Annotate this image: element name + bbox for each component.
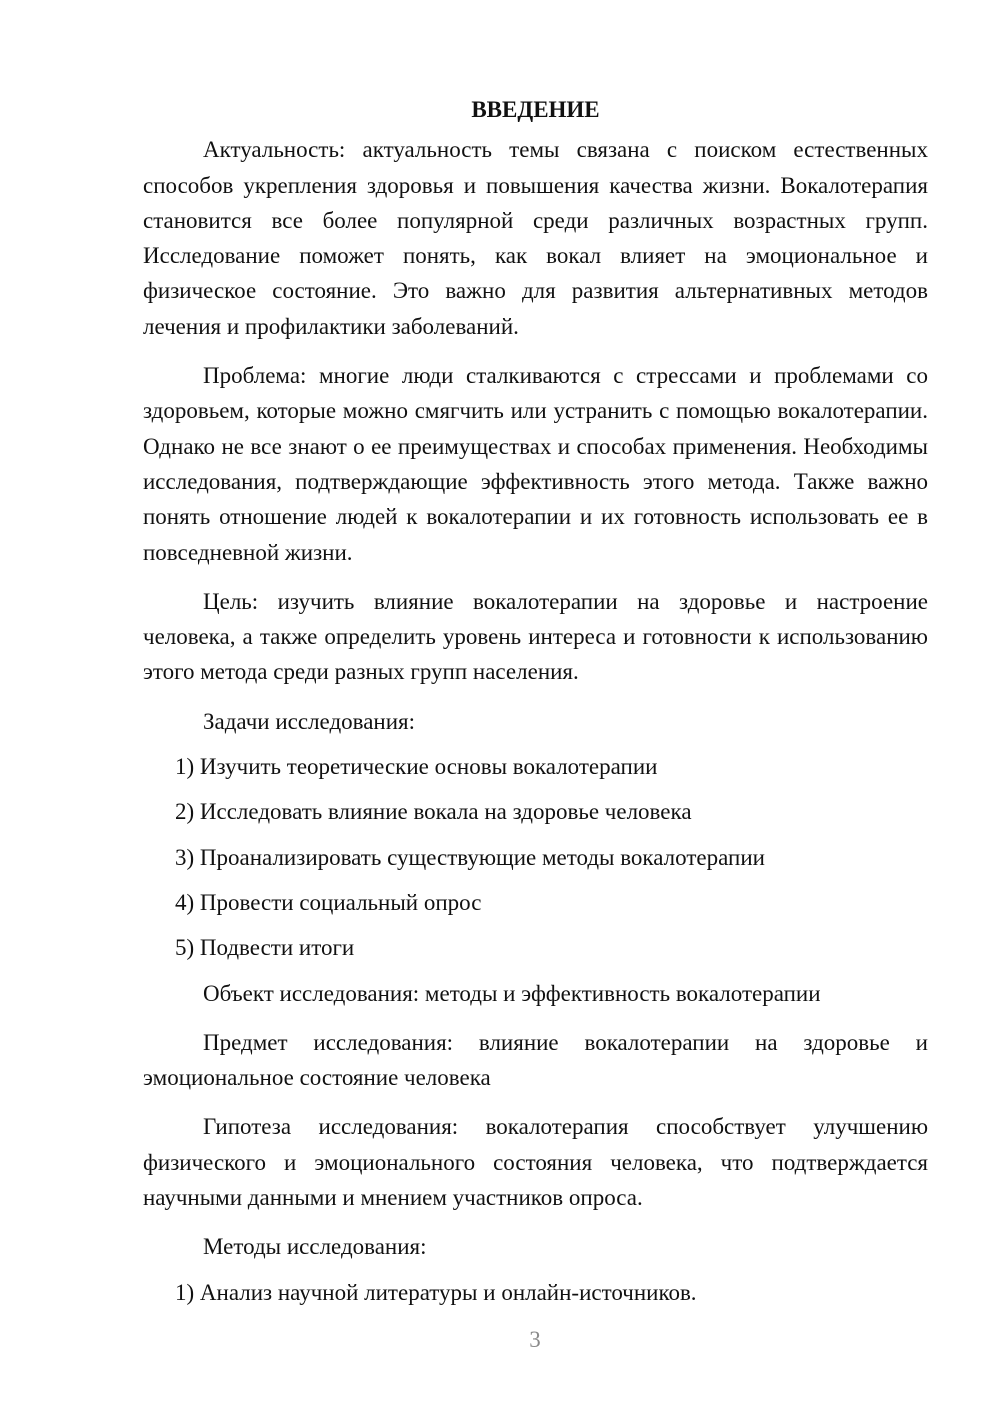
- subject-paragraph: Предмет исследования: влияние вокалотерапии на здоровье и эмоциональное состояние человека: [143, 1029, 928, 1091]
- method-item: 1) Анализ научной литературы и онлайн-источников.: [175, 1279, 697, 1305]
- tasks-list: [143, 749, 928, 965]
- task-item: 5) Подвести итоги: [175, 935, 355, 961]
- problem-paragraph: Проблема: многие люди сталкиваются с стрессами и проблемами со здоровьем, которые можно смягчить или устранить с помощью вокалотерапии. Однако не все знают о ее преимуществах и способах применения. Необходимы исследования, подтверждающие эффективность этого метода. Также важно понять отношение людей к вокалотерапии и их готовность использовать ее в повседневной жизни.: [143, 363, 928, 565]
- task-item: 4) Провести социальный опрос: [175, 889, 482, 915]
- tasks-heading: Задачи исследования:: [203, 708, 416, 734]
- document-title: ВВЕДЕНИЕ: [471, 97, 600, 122]
- relevance-paragraph: Актуальность: актуальность темы связана с поиском естественных способов укрепления здоровья и повышения качества жизни. Вокалотерапия становится все более популярной среди различных возрастных групп. Исследование поможет понять, как вокал влияет на эмоциональное и физическое состояние. Это важно для развития альтернативных методов лечения и профилактики заболеваний.: [143, 137, 928, 339]
- object-paragraph: Объект исследования: методы и эффективность вокалотерапии: [203, 980, 821, 1006]
- goal-paragraph: Цель: изучить влияние вокалотерапии на здоровье и настроение человека, а также определить уровень интереса и готовности к использованию этого метода среди разных групп населения.: [143, 588, 928, 685]
- page-number: 3: [529, 1327, 541, 1352]
- task-item: 2) Исследовать влияние вокала на здоровье человека: [175, 799, 692, 825]
- task-item: 3) Проанализировать существующие методы вокалотерапии: [175, 844, 765, 870]
- hypothesis-paragraph: Гипотеза исследования: вокалотерапия способствует улучшению физического и эмоционального состояния человека, что подтверждается научными данными и мнением участников опроса.: [143, 1114, 928, 1211]
- methods-heading: Методы исследования:: [203, 1234, 427, 1260]
- methods-list: [143, 1275, 928, 1310]
- task-item: 1) Изучить теоретические основы вокалотерапии: [175, 754, 658, 780]
- document-page: [143, 92, 928, 1320]
